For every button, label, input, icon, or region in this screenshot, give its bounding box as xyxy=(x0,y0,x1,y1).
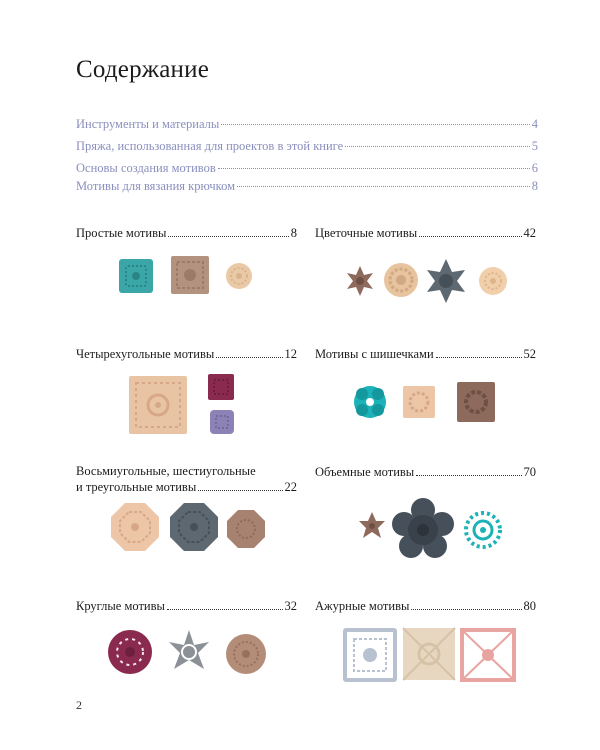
3d-motifs-illustration xyxy=(350,494,510,566)
dot-leader xyxy=(419,236,521,237)
rose-openwork-square xyxy=(462,630,514,680)
section-simple-motifs[interactable] xyxy=(76,225,297,241)
section-page: 12 xyxy=(284,347,297,361)
grey-star-lace-motif xyxy=(169,630,209,669)
section-polygon-motifs[interactable] xyxy=(76,464,297,495)
dot-leader xyxy=(416,475,521,476)
dot-leader xyxy=(218,168,530,169)
toc-entry-page: 6 xyxy=(531,161,538,175)
section-bobble-motifs[interactable] xyxy=(315,346,536,362)
toc-entry-label: Инструменты и материалы xyxy=(76,117,220,131)
brown-bobble-square-motif xyxy=(457,382,495,422)
section-openwork-motifs[interactable] xyxy=(315,598,536,614)
section-label: Простые мотивы xyxy=(76,226,167,240)
dot-leader xyxy=(198,490,282,491)
brown-octagon-motif xyxy=(227,510,265,548)
bobble-motifs-illustration xyxy=(350,378,500,430)
turquoise-square-motif xyxy=(119,259,153,293)
simple-motifs-illustration xyxy=(110,252,270,302)
slate-layered-flower-motif xyxy=(392,498,454,558)
peach-round-motif xyxy=(226,263,252,289)
dot-leader xyxy=(436,357,522,358)
section-page: 70 xyxy=(523,465,536,479)
toc-entry-label: Основы создания мотивов xyxy=(76,161,216,175)
section-flower-motifs[interactable] xyxy=(315,225,536,241)
lightblue-openwork-square xyxy=(345,630,395,680)
taupe-square-motif xyxy=(171,256,209,294)
page-title: Содержание xyxy=(76,56,209,83)
teal-bobble-motif xyxy=(354,386,386,418)
toc-entry[interactable] xyxy=(76,179,538,201)
section-label: Мотивы с шишечками xyxy=(315,347,434,361)
section-label: Круглые мотивы xyxy=(76,599,165,613)
square-motifs-illustration xyxy=(128,372,248,436)
polygon-motifs-illustration xyxy=(110,500,270,556)
section-label: Объемные мотивы xyxy=(315,465,415,479)
section-page: 42 xyxy=(523,226,536,240)
brown-small-flower-motif xyxy=(359,512,385,538)
slate-snowflake-motif xyxy=(427,259,465,303)
section-page: 8 xyxy=(290,226,297,240)
section-label: Четырехугольные мотивы xyxy=(76,347,215,361)
section-3d-motifs[interactable] xyxy=(315,464,536,480)
brown-star-motif xyxy=(347,266,373,296)
toc-entry-label: Пряжа, использованная для проектов в этой книге xyxy=(76,139,344,153)
flower-motifs-illustration xyxy=(338,254,518,310)
toc-entry[interactable] xyxy=(76,139,538,161)
dot-leader xyxy=(168,236,288,237)
section-label: Ажурные мотивы xyxy=(315,599,410,613)
peach-bobble-square-motif xyxy=(403,386,435,418)
section-label: Восьмиугольные, шестиугольные xyxy=(76,464,256,478)
openwork-motifs-illustration xyxy=(340,624,520,684)
dot-leader xyxy=(216,357,282,358)
dot-leader xyxy=(237,186,530,187)
toc-entry-page: 8 xyxy=(531,179,538,193)
dot-leader xyxy=(167,609,283,610)
dot-leader xyxy=(345,146,530,147)
section-page: 80 xyxy=(523,599,536,613)
slate-octagon-motif xyxy=(170,503,218,551)
peach-octagon-motif xyxy=(111,503,159,551)
toc-entry[interactable] xyxy=(76,161,538,179)
toc-entry-page: 4 xyxy=(531,117,538,131)
section-square-motifs[interactable] xyxy=(76,346,297,362)
page-number: 2 xyxy=(76,698,82,712)
section-page: 22 xyxy=(284,480,297,494)
dot-leader xyxy=(411,609,521,610)
section-page: 32 xyxy=(284,599,297,613)
cream-openwork-square xyxy=(403,628,455,680)
peach-lace-square-motif xyxy=(129,376,187,434)
dot-leader xyxy=(221,124,529,125)
maroon-round-flower-motif xyxy=(108,630,152,674)
section-label: Цветочные мотивы xyxy=(315,226,418,240)
peach-flower-motif xyxy=(384,263,418,297)
section-page: 52 xyxy=(523,347,536,361)
toc-entry-label: Мотивы для вязания крючком xyxy=(76,179,235,193)
teal-lace-motif xyxy=(466,513,500,547)
toc-list xyxy=(76,117,538,201)
maroon-square-motif xyxy=(208,374,234,400)
light-peach-flower-motif xyxy=(479,267,507,295)
section-label-line2: и треугольные мотивы xyxy=(76,480,197,494)
section-round-motifs[interactable] xyxy=(76,598,297,614)
round-motifs-illustration xyxy=(104,626,274,682)
toc-entry-page: 5 xyxy=(531,139,538,153)
brown-round-motif xyxy=(226,634,266,674)
lavender-square-motif xyxy=(210,410,234,434)
toc-entry[interactable] xyxy=(76,117,538,139)
